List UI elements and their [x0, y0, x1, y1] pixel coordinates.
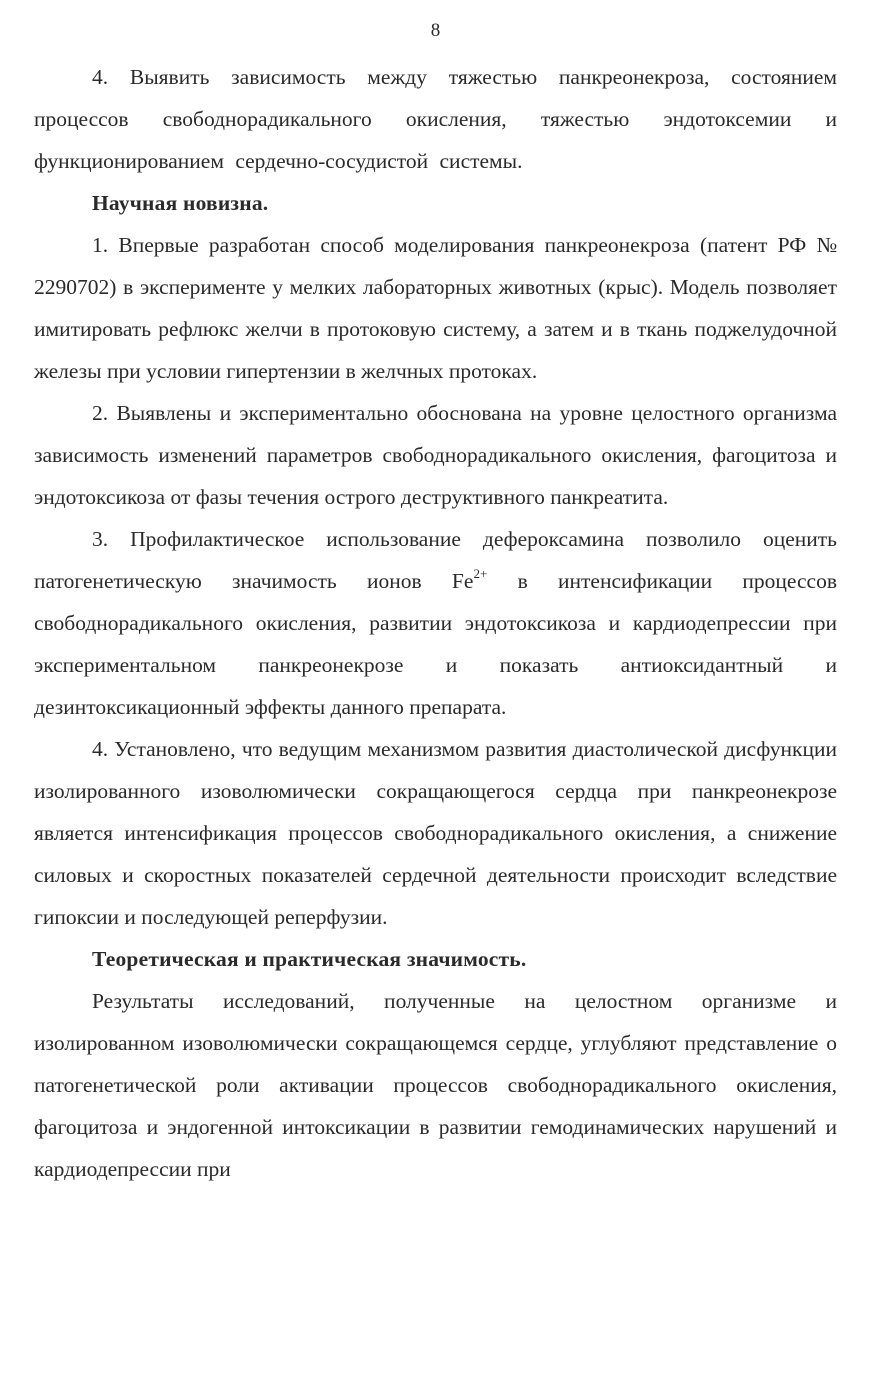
novelty-item-3-text-end: в интенсификации процессов свободнорадикального окисления, развитии эндотоксикоза и кардиодепрессии при экспериментальном панкреонекрозе и показать антиоксидантный и дезинтоксикационный эффекты данного препарата.	[34, 569, 837, 719]
novelty-item-3-text-start: 3. Профилактическое использование дефероксамина позволило оценить патогенетическую значимость ионов Fe	[34, 527, 837, 593]
page-number: 8	[430, 20, 441, 41]
page-body	[34, 56, 837, 1190]
section-heading-novelty: Научная новизна.	[92, 191, 269, 215]
novelty-item-3	[34, 518, 837, 728]
goal-item-4: 4. Выявить зависимость между тяжестью панкреонекроза, состоянием процессов свободнорадикального окисления, тяжестью эндотоксемии и функционированием сердечно-сосудистой системы.	[34, 65, 837, 173]
novelty-item-4: 4. Установлено, что ведущим механизмом развития диастолической дисфункции изолированного изоволюмически сокращающегося сердца при панкреонекрозе является интенсификация процессов свободнорадикального окисления, а снижение силовых и скоростных показателей сердечной деятельности происходит вследствие гипоксии и последующей реперфузии.	[34, 737, 837, 929]
section-heading-significance: Теоретическая и практическая значимость.	[92, 947, 527, 971]
novelty-item-2: 2. Выявлены и экспериментально обоснована на уровне целостного организма зависимость изменений параметров свободнорадикального окисления, фагоцитоза и эндотоксикоза от фазы течения острого деструктивного панкреатита.	[34, 401, 837, 509]
novelty-item-1: 1. Впервые разработан способ моделирования панкреонекроза (патент РФ № 2290702) в эксперименте у мелких лабораторных животных (крыс). Модель позволяет имитировать рефлюкс желчи в протоковую систему, а затем и в ткань поджелудочной железы при условии гипертензии в желчных протоках.	[34, 233, 837, 383]
iron-ion-charge: 2+	[473, 566, 488, 581]
significance-paragraph: Результаты исследований, полученные на целостном организме и изолированном изоволюмически сокращающемся сердце, углубляют представление о патогенетической роли активации процессов свободнорадикального окисления, фагоцитоза и эндогенной интоксикации в развитии гемодинамических нарушений и кардиодепрессии при	[34, 989, 837, 1181]
